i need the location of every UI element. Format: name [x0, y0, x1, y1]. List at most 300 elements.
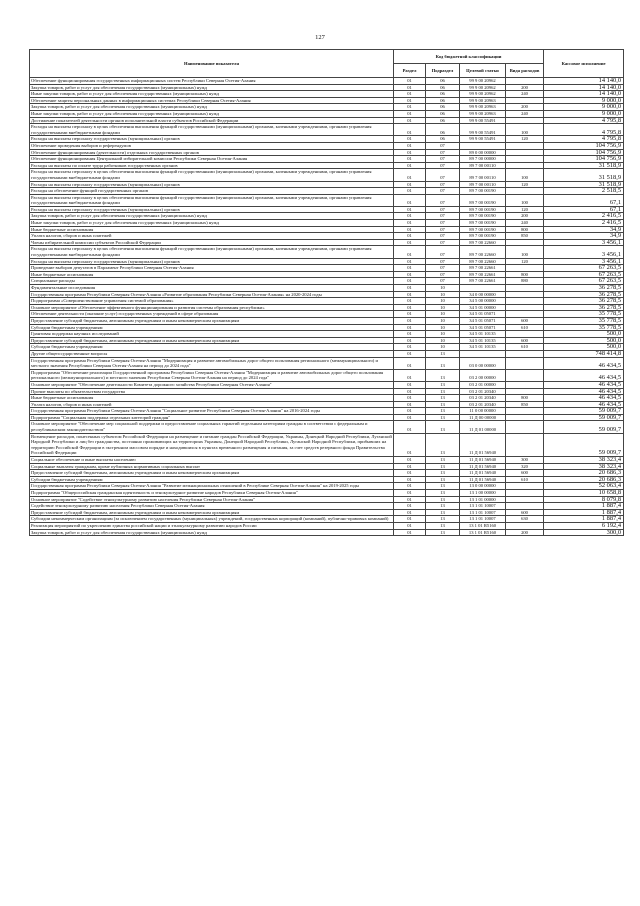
row-section: 01: [394, 136, 426, 143]
row-kind: 850: [506, 233, 544, 240]
row-kind: [506, 149, 544, 156]
row-amount: 67 263,5: [544, 271, 624, 278]
row-amount: 35 778,5: [544, 311, 624, 318]
row-kind: 600: [506, 317, 544, 324]
row-target: 99 9 00 55491: [460, 136, 506, 143]
row-name: Расходы на выплаты персоналу государственных (муниципальных) органов: [30, 181, 394, 188]
row-section: 01: [394, 213, 426, 220]
row-target: 13 1 01 R5160: [460, 529, 506, 536]
row-target: 89 7 00 22660: [460, 258, 506, 265]
budget-table: [29, 49, 624, 536]
row-kind: 800: [506, 395, 544, 402]
row-subsection: 06: [426, 91, 460, 98]
row-amount: 748 414,8: [544, 350, 624, 357]
table-row: [30, 381, 624, 388]
row-kind: [506, 490, 544, 497]
row-kind: 200: [506, 104, 544, 111]
row-kind: [506, 331, 544, 338]
table-row: [30, 220, 624, 227]
row-kind: 200: [506, 213, 544, 220]
row-target: 89 7 00 00190: [460, 194, 506, 206]
row-subsection: 13: [426, 529, 460, 536]
row-kind: [506, 433, 544, 456]
row-target: 34 5 01 05071: [460, 311, 506, 318]
row-name: Иные бюджетные ассигнования: [30, 226, 394, 233]
row-name: Субсидии бюджетным учреждениям: [30, 476, 394, 483]
row-kind: [506, 239, 544, 246]
row-subsection: 07: [426, 213, 460, 220]
row-name: Обеспечение деятельности (оказание услуг) государственных учреждений в сфере образования: [30, 311, 394, 318]
table-row: [30, 233, 624, 240]
row-section: 01: [394, 220, 426, 227]
row-kind: [506, 483, 544, 490]
row-section: 01: [394, 97, 426, 104]
row-section: 01: [394, 278, 426, 285]
row-section: 01: [394, 408, 426, 415]
row-amount: 1 887,4: [544, 503, 624, 510]
row-name: Закупка товаров, работ и услуг для обеспечения государственных (муниципальных) нужд: [30, 529, 394, 536]
table-row: [30, 226, 624, 233]
row-target: 89 7 00 00190: [460, 188, 506, 195]
row-subsection: 06: [426, 97, 460, 104]
row-target: 89 7 00 00190: [460, 206, 506, 213]
row-amount: 8 079,8: [544, 496, 624, 503]
row-name: Расходы на выплаты персоналу в целях обеспечения выполнения функций государственными (муниципальными) органами, казенными учреждениями, органами управления государственными внебюджетными фондами: [30, 194, 394, 206]
row-name: Основное мероприятие "Содействие этнокультурному развитию населения Республики Северная Осетия-Алания": [30, 496, 394, 503]
row-name: Прочие выплаты по обязательствам государства: [30, 388, 394, 395]
row-kind: 300: [506, 457, 544, 464]
row-kind: 100: [506, 124, 544, 136]
table-row: [30, 388, 624, 395]
row-section: 01: [394, 239, 426, 246]
row-amount: 38 323,4: [544, 457, 624, 464]
table-row: [30, 84, 624, 91]
row-section: 01: [394, 271, 426, 278]
row-target: 11 Д 01 56940: [460, 433, 506, 456]
row-amount: 36 278,5: [544, 291, 624, 298]
row-target: 89 7 00 00190: [460, 233, 506, 240]
table-row: [30, 298, 624, 305]
row-subsection: 13: [426, 433, 460, 456]
row-amount: 59 009,7: [544, 408, 624, 415]
row-target: 89 7 00 00190: [460, 226, 506, 233]
row-name: Иные закупки товаров, работ и услуг для обеспечения государственных (муниципальных) нужд: [30, 220, 394, 227]
row-kind: [506, 265, 544, 272]
page-number: 127: [315, 34, 325, 41]
row-subsection: 10: [426, 311, 460, 318]
row-name: Иные закупки товаров, работ и услуг для обеспечения государственных (муниципальных) нужд: [30, 91, 394, 98]
header-codes: Код бюджетной классификации: [394, 50, 544, 64]
row-target: 11 Д 01 56940: [460, 476, 506, 483]
row-amount: 46 434,5: [544, 395, 624, 402]
row-subsection: 06: [426, 78, 460, 85]
row-kind: 600: [506, 509, 544, 516]
table-row: [30, 490, 624, 497]
table-row: [30, 91, 624, 98]
row-section: 01: [394, 503, 426, 510]
row-kind: 800: [506, 226, 544, 233]
row-section: 01: [394, 476, 426, 483]
row-amount: 3 456,1: [544, 258, 624, 265]
row-target: 03 2 01 00000: [460, 381, 506, 388]
table-row: [30, 110, 624, 117]
row-kind: [506, 381, 544, 388]
row-amount: 46 434,5: [544, 357, 624, 369]
row-target: 03 0 00 00000: [460, 357, 506, 369]
row-subsection: 07: [426, 142, 460, 149]
row-kind: 850: [506, 401, 544, 408]
row-kind: [506, 285, 544, 292]
row-target: 11 Д 01 00000: [460, 421, 506, 433]
row-kind: [506, 414, 544, 421]
table-row: [30, 213, 624, 220]
row-section: 01: [394, 117, 426, 124]
row-subsection: 07: [426, 149, 460, 156]
row-amount: 36 278,5: [544, 285, 624, 292]
row-subsection: 07: [426, 239, 460, 246]
row-section: 01: [394, 226, 426, 233]
row-amount: 67,1: [544, 206, 624, 213]
row-amount: 300,0: [544, 529, 624, 536]
row-section: 01: [394, 233, 426, 240]
table-row: [30, 357, 624, 369]
row-name: Основное мероприятие «Обеспечение эффективного функционирования и развития системы образования республики»: [30, 304, 394, 311]
row-section: 01: [394, 414, 426, 421]
row-target: 89 7 00 00190: [460, 213, 506, 220]
row-kind: 100: [506, 246, 544, 258]
table-row: [30, 278, 624, 285]
row-target: 34 5 01 10135: [460, 337, 506, 344]
row-amount: 500,0: [544, 344, 624, 351]
row-section: 01: [394, 156, 426, 163]
header-kind: Вида расходов: [506, 64, 544, 78]
row-subsection: 13: [426, 457, 460, 464]
row-kind: [506, 162, 544, 169]
row-subsection: 13: [426, 369, 460, 381]
row-section: 01: [394, 421, 426, 433]
row-amount: 6 192,4: [544, 522, 624, 529]
row-subsection: 06: [426, 136, 460, 143]
row-name: Иные закупки товаров, работ и услуг для обеспечения государственных (муниципальных) нужд: [30, 110, 394, 117]
row-subsection: 07: [426, 188, 460, 195]
row-target: 99 9 00 20962: [460, 78, 506, 85]
row-kind: 120: [506, 258, 544, 265]
row-amount: 14 140,0: [544, 78, 624, 85]
row-subsection: 10: [426, 331, 460, 338]
row-section: 01: [394, 357, 426, 369]
row-target: 34 5 01 10135: [460, 331, 506, 338]
row-subsection: 10: [426, 337, 460, 344]
row-target: 34 5 01 10135: [460, 344, 506, 351]
row-amount: 4 795,8: [544, 117, 624, 124]
row-name: Уплата налогов, сборов и иных платежей: [30, 401, 394, 408]
row-name: Члены избирательной комиссии субъектов Российской Федерации: [30, 239, 394, 246]
table-row: [30, 421, 624, 433]
table-row: [30, 156, 624, 163]
row-subsection: 13: [426, 496, 460, 503]
row-kind: [506, 291, 544, 298]
row-subsection: 06: [426, 84, 460, 91]
table-row: [30, 265, 624, 272]
row-subsection: 07: [426, 271, 460, 278]
table-row: [30, 457, 624, 464]
row-amount: 46 434,5: [544, 369, 624, 381]
row-subsection: 10: [426, 317, 460, 324]
row-amount: 1 887,4: [544, 509, 624, 516]
row-name: Предоставление субсидий бюджетным, автономным учреждениям и иным некоммерческим организациям: [30, 470, 394, 477]
row-target: 13 1 01 R5160: [460, 522, 506, 529]
table-row: [30, 285, 624, 292]
row-name: Обеспечение проведения выборов и референдумов: [30, 142, 394, 149]
row-section: 01: [394, 265, 426, 272]
row-name: Расходы на выплаты персоналу государственных (муниципальных) органов: [30, 206, 394, 213]
table-row: [30, 503, 624, 510]
row-subsection: 13: [426, 516, 460, 523]
row-name: Достижение показателей деятельности органов исполнительной власти субъектов Российской Федерации: [30, 117, 394, 124]
row-section: 01: [394, 337, 426, 344]
table-row: [30, 408, 624, 415]
row-section: 01: [394, 457, 426, 464]
row-name: Предоставление субсидий бюджетным, автономным учреждениям и иным некоммерческим организациям: [30, 317, 394, 324]
table-row: [30, 124, 624, 136]
row-target: 99 9 00 20963: [460, 110, 506, 117]
table-row: [30, 395, 624, 402]
row-amount: 38 323,4: [544, 463, 624, 470]
row-name: Субсидии бюджетным учреждениям: [30, 344, 394, 351]
row-target: 11 Д 01 56940: [460, 463, 506, 470]
row-target: 13 1 01 10007: [460, 503, 506, 510]
row-target: 13 0 00 00000: [460, 483, 506, 490]
row-section: 01: [394, 516, 426, 523]
row-amount: 104 756,9: [544, 156, 624, 163]
row-target: 89 7 00 00190: [460, 220, 506, 227]
table-row: [30, 162, 624, 169]
row-target: 99 9 00 55491: [460, 117, 506, 124]
row-target: 11 Д 01 56940: [460, 470, 506, 477]
header-subsection: Подраздел: [426, 64, 460, 78]
table-row: [30, 136, 624, 143]
row-name: Государственная программа Республики Северная Осетия-Алания "Социальное развитие Республики Северная Осетия-Алания" на 2016-2024 годы: [30, 408, 394, 415]
row-target: 89 7 00 00110: [460, 169, 506, 181]
row-kind: 200: [506, 84, 544, 91]
row-subsection: 13: [426, 490, 460, 497]
row-section: 01: [394, 181, 426, 188]
row-section: 01: [394, 110, 426, 117]
row-name: Государственная программа Республики Северная Осетия-Алания «Развитие образования Республики Северная Осетия-Алания» на 2020-2024 годы: [30, 291, 394, 298]
row-name: Иные бюджетные ассигнования: [30, 271, 394, 278]
row-section: 01: [394, 291, 426, 298]
row-amount: 2 416,5: [544, 220, 624, 227]
table-row: [30, 97, 624, 104]
table-row: [30, 463, 624, 470]
row-subsection: 07: [426, 169, 460, 181]
row-amount: 59 009,7: [544, 421, 624, 433]
row-section: 01: [394, 78, 426, 85]
row-section: 01: [394, 401, 426, 408]
row-amount: 14 140,0: [544, 91, 624, 98]
row-kind: 800: [506, 271, 544, 278]
row-name: Подпрограмма "Общероссийская гражданская идентичность и этнокультурное развитие народов Республики Северная Осетия-Алания": [30, 490, 394, 497]
row-target: 13 1 00 00000: [460, 490, 506, 497]
table-row: [30, 169, 624, 181]
row-amount: 4 795,8: [544, 136, 624, 143]
row-subsection: 10: [426, 344, 460, 351]
table-row: [30, 350, 624, 357]
row-amount: 1 887,4: [544, 516, 624, 523]
row-name: Основное мероприятие "Обеспечение деятельности Комитета дорожного хозяйства Республики Северная Осетия-Алания": [30, 381, 394, 388]
row-name: Государственная программа Республики Северная Осетия-Алания "Модернизация и развитие автомобильных дорог общего пользования регионального (межмуниципального) и местного значения Республики Северная Осетия-Алания на период до 2024 года": [30, 357, 394, 369]
header-amount: Кассовое исполнение: [544, 50, 624, 78]
table-row: [30, 433, 624, 456]
row-name: Расходы на выплаты персоналу в целях обеспечения выполнения функций государственными (муниципальными) органами, казенными учреждениями, органами управления государственными внебюджетными фондами: [30, 246, 394, 258]
row-section: 01: [394, 529, 426, 536]
table-row: [30, 529, 624, 536]
row-subsection: 13: [426, 408, 460, 415]
row-target: 11 Д 00 00000: [460, 414, 506, 421]
header-target: Целевой статьи: [460, 64, 506, 78]
row-kind: 240: [506, 110, 544, 117]
row-subsection: 07: [426, 162, 460, 169]
row-target: 03 2 01 20340: [460, 401, 506, 408]
row-name: Обеспечение функционирования государственных информационных систем Республики Северная Осетия-Алания: [30, 78, 394, 85]
row-section: 01: [394, 470, 426, 477]
table-row: [30, 181, 624, 188]
row-section: 01: [394, 188, 426, 195]
row-section: 01: [394, 350, 426, 357]
row-subsection: 10: [426, 291, 460, 298]
row-subsection: 07: [426, 258, 460, 265]
row-section: 01: [394, 381, 426, 388]
row-amount: 59 009,7: [544, 414, 624, 421]
row-subsection: 13: [426, 357, 460, 369]
row-subsection: 07: [426, 278, 460, 285]
row-name: Расходы на выплаты персоналу государственных (муниципальных) органов: [30, 136, 394, 143]
row-name: Обеспечение функционирования Центральной избирательной комиссии Республики Северная Осетия-Алания: [30, 156, 394, 163]
row-section: 01: [394, 463, 426, 470]
row-amount: 46 434,5: [544, 381, 624, 388]
table-row: [30, 496, 624, 503]
row-target: 13 1 01 10007: [460, 516, 506, 523]
row-name: Субсидии бюджетным учреждениям: [30, 324, 394, 331]
table-row: [30, 304, 624, 311]
row-target: 03 2 00 00000: [460, 369, 506, 381]
row-subsection: 10: [426, 324, 460, 331]
row-subsection: 13: [426, 470, 460, 477]
row-target: 34 0 00 00000: [460, 291, 506, 298]
row-amount: 67 263,5: [544, 265, 624, 272]
row-subsection: 13: [426, 476, 460, 483]
row-kind: 610: [506, 344, 544, 351]
row-section: 01: [394, 522, 426, 529]
row-name: Фундаментальные исследования: [30, 285, 394, 292]
row-kind: 120: [506, 136, 544, 143]
row-section: 01: [394, 395, 426, 402]
row-subsection: 07: [426, 220, 460, 227]
row-target: [460, 285, 506, 292]
row-subsection: 13: [426, 401, 460, 408]
row-kind: [506, 421, 544, 433]
row-target: 99 9 00 20962: [460, 91, 506, 98]
row-kind: 100: [506, 194, 544, 206]
row-target: 99 9 00 20962: [460, 84, 506, 91]
row-section: 01: [394, 104, 426, 111]
row-section: 01: [394, 496, 426, 503]
row-kind: [506, 496, 544, 503]
row-subsection: 10: [426, 304, 460, 311]
row-subsection: 13: [426, 388, 460, 395]
row-subsection: 06: [426, 124, 460, 136]
row-subsection: 07: [426, 194, 460, 206]
row-target: 03 2 01 20340: [460, 388, 506, 395]
header-name: Наименование показателя: [30, 50, 394, 78]
row-target: 89 7 00 22661: [460, 278, 506, 285]
row-target: 11 0 00 00000: [460, 408, 506, 415]
row-amount: 31 518,9: [544, 181, 624, 188]
row-section: 01: [394, 194, 426, 206]
row-target: [460, 142, 506, 149]
row-kind: [506, 350, 544, 357]
table-row: [30, 149, 624, 156]
row-subsection: 13: [426, 381, 460, 388]
row-amount: 500,0: [544, 337, 624, 344]
row-target: 89 7 00 00000: [460, 156, 506, 163]
table-row: [30, 104, 624, 111]
row-name: Специальные расходы: [30, 278, 394, 285]
row-name: Расходы на выплаты персоналу государственных (муниципальных) органов: [30, 258, 394, 265]
table-row: [30, 258, 624, 265]
row-kind: [506, 304, 544, 311]
row-amount: 9 000,0: [544, 97, 624, 104]
row-amount: 34,9: [544, 233, 624, 240]
row-section: 01: [394, 91, 426, 98]
row-amount: 52 063,4: [544, 483, 624, 490]
row-section: 01: [394, 149, 426, 156]
table-row: [30, 117, 624, 124]
row-name: Закупка товаров, работ и услуг для обеспечения государственных (муниципальных) нужд: [30, 104, 394, 111]
row-kind: [506, 298, 544, 305]
row-kind: 200: [506, 529, 544, 536]
table-row: [30, 331, 624, 338]
table-row: [30, 509, 624, 516]
row-subsection: 10: [426, 285, 460, 292]
row-subsection: 06: [426, 117, 460, 124]
table-row: [30, 414, 624, 421]
table-row: [30, 317, 624, 324]
row-target: 13 1 01 00000: [460, 496, 506, 503]
row-kind: [506, 503, 544, 510]
row-name: Социальные выплаты гражданам, кроме публичных нормативных социальных выплат: [30, 463, 394, 470]
row-name: Подпрограмма "Обеспечение реализации Государственной программы Республики Северная Осетия-Алания "Модернизация и развитие автомобильных дорог общего пользования регионального (межмуниципального) и местного значения Республики Северная Осетия-Алания на период до 2024 года": [30, 369, 394, 381]
row-section: 01: [394, 169, 426, 181]
row-section: 01: [394, 311, 426, 318]
row-amount: 67,1: [544, 194, 624, 206]
row-kind: [506, 522, 544, 529]
row-subsection: 07: [426, 156, 460, 163]
row-name: Расходы на выплаты персоналу в целях обеспечения выполнения функций государственными (муниципальными) органами, казенными учреждениями, органами управления государственными внебюджетными фондами: [30, 124, 394, 136]
row-target: 34 5 01 05071: [460, 317, 506, 324]
row-section: 01: [394, 483, 426, 490]
row-target: 11 Д 01 56940: [460, 457, 506, 464]
row-kind: 240: [506, 220, 544, 227]
row-amount: 20 686,3: [544, 470, 624, 477]
table-row: [30, 246, 624, 258]
row-target: 99 9 00 55491: [460, 124, 506, 136]
row-subsection: 07: [426, 206, 460, 213]
row-kind: [506, 188, 544, 195]
row-target: 89 7 00 00110: [460, 162, 506, 169]
row-section: 01: [394, 298, 426, 305]
row-subsection: 07: [426, 181, 460, 188]
